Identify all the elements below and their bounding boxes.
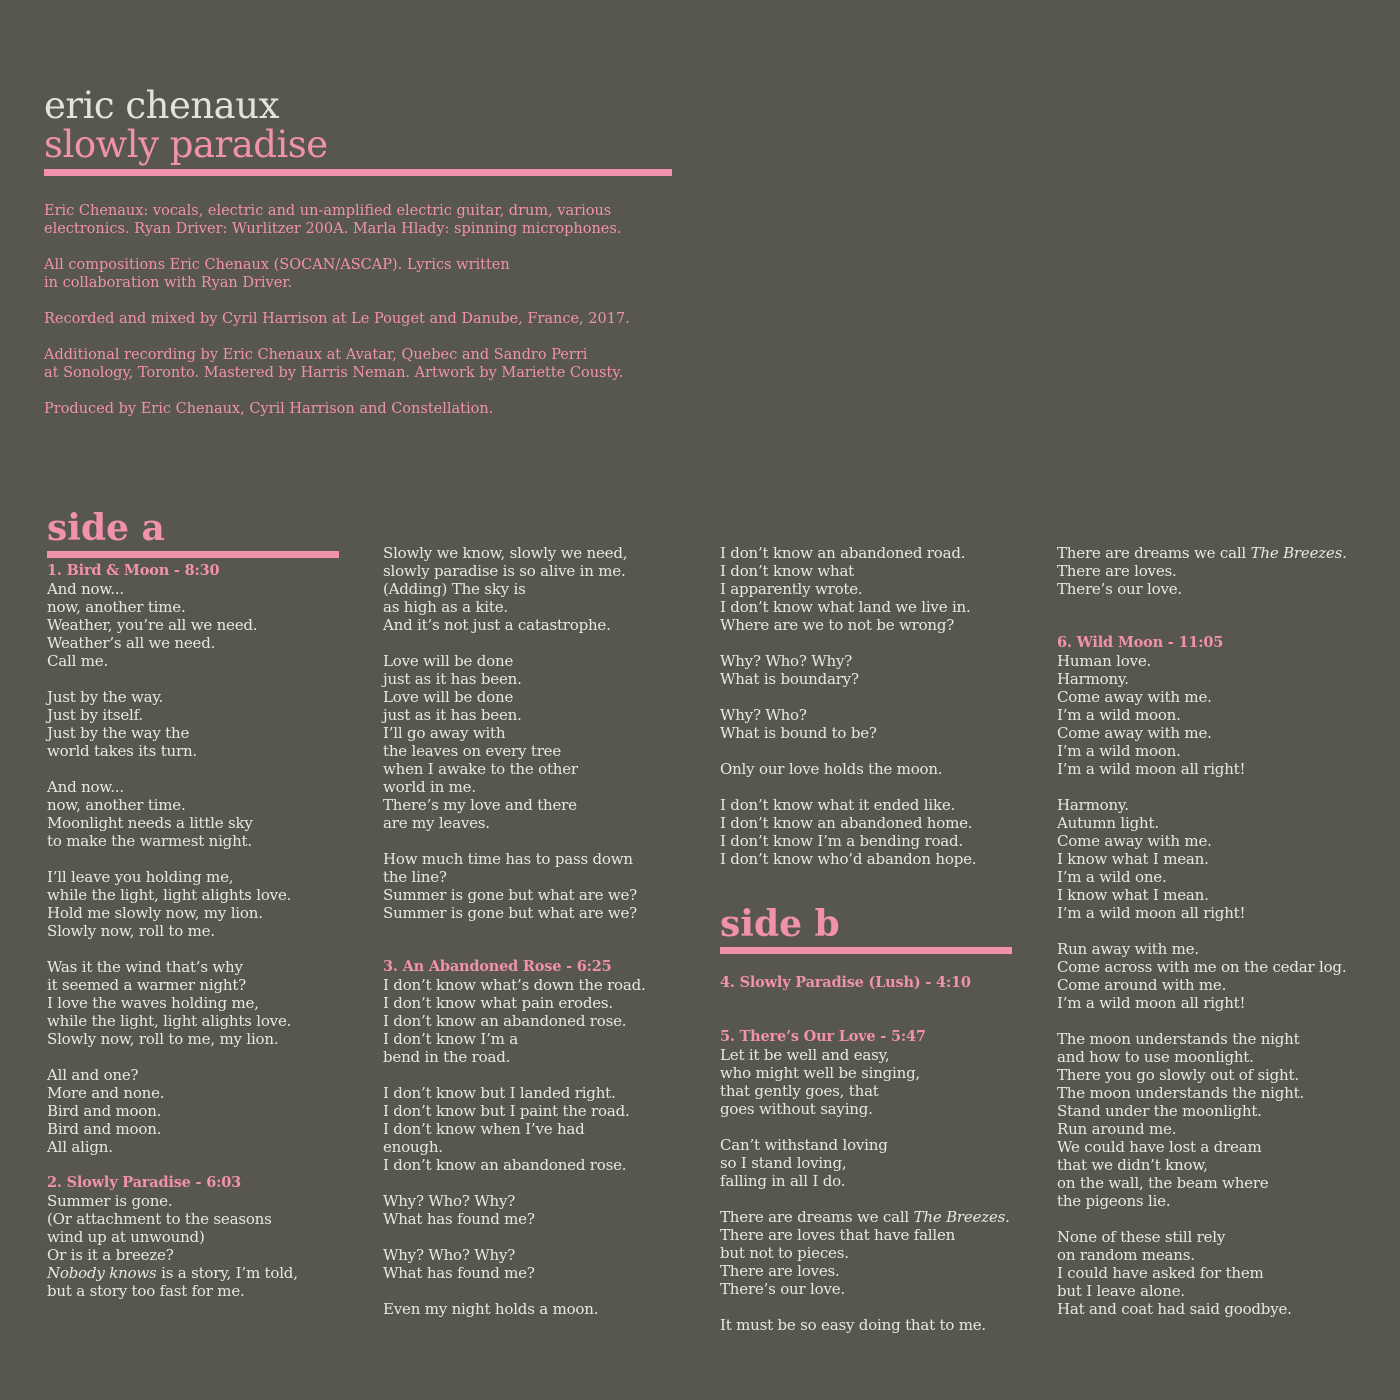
lyrics-stanza: Run away with me. Come across with me on the cedar log. Come around with me. I’m a wild moon all right!	[1057, 940, 1347, 1012]
lyrics-stanza: Was it the wind that’s why it seemed a warmer night? I love the waves holding me, while the light, light alights love. Slowly now, roll to me, my lion.	[47, 958, 292, 1048]
credits-block	[44, 202, 704, 436]
credits-compositions: All compositions Eric Chenaux (SOCAN/ASCAP). Lyrics written in collaboration with Ryan Driver.	[44, 257, 510, 291]
track-3-title: 3. An Abandoned Rose - 6:25	[383, 958, 612, 975]
italic-phrase: The Breezes.	[913, 1208, 1010, 1226]
lyrics-stanza: Just by the way. Just by itself. Just by the way the world takes its turn.	[47, 688, 197, 760]
credits-additional: Additional recording by Eric Chenaux at Avatar, Quebec and Sandro Perri at Sonology, Toronto. Mastered by Harris Neman. Artwork by Mariette Cousty.	[44, 347, 624, 381]
lyrics-stanza: Love will be done just as it has been. Love will be done just as it has been. I’ll go away with the leaves on every tree when I awake to the other world in me. There’s my love and there are my leaves.	[383, 652, 578, 832]
lyrics-stanza: Can’t withstand loving so I stand loving, falling in all I do.	[720, 1136, 888, 1190]
track-2-title: 2. Slowly Paradise - 6:03	[47, 1174, 242, 1191]
lyrics-text: is a story, I’m told,	[156, 1264, 298, 1282]
lyrics-stanza: Only our love holds the moon.	[720, 760, 943, 778]
lyrics-line: It must be so easy doing that to me.	[720, 1316, 986, 1334]
side-b-heading: side b	[720, 903, 840, 945]
track-6-title: 6. Wild Moon - 11:05	[1057, 634, 1224, 651]
lyrics-stanza: Why? Who? Why? What has found me?	[383, 1246, 535, 1282]
credits-personnel: Eric Chenaux: vocals, electric and un-amplified electric guitar, drum, various electronics. Ryan Driver: Wurlitzer 200A. Marla Hlady: spinning microphones.	[44, 203, 622, 237]
lyrics-stanza: Harmony. Autumn light. Come away with me. I know what I mean. I’m a wild one. I know what I mean. I’m a wild moon all right!	[1057, 796, 1246, 922]
lyrics-stanza: The moon understands the night and how to use moonlight. There you go slowly out of sight. The moon understands the night. Stand under the moonlight. Run around me. We could have lost a dream that we didn’t know, on the wall, the beam where the pigeons lie.	[1057, 1030, 1305, 1210]
lyrics-stanza: Summer is gone. (Or attachment to the seasons wind up at unwound) Or is it a breeze?	[47, 1192, 272, 1264]
lyrics-stanza: Why? Who? Why? What has found me?	[383, 1192, 535, 1228]
lyrics-column-2	[383, 544, 713, 1336]
side-a-heading: side a	[47, 507, 165, 549]
lyrics-line: but a story too fast for me.	[47, 1282, 245, 1300]
lyrics-stanza: Why? Who? What is bound to be?	[720, 706, 877, 742]
lyrics-stanza: All and one? More and none. Bird and moon. Bird and moon. All align.	[47, 1066, 165, 1156]
lyrics-stanza: Let it be well and easy, who might well be singing, that gently goes, that goes without saying.	[720, 1046, 921, 1118]
lyrics-stanza: How much time has to pass down the line? Summer is gone but what are we? Summer is gone but what are we?	[383, 850, 638, 922]
lyrics-stanza: None of these still rely on random means. I could have asked for them but I leave alone. Hat and coat had said goodbye.	[1057, 1228, 1292, 1318]
lyrics-stanza: And now... now, another time. Moonlight needs a little sky to make the warmest night.	[47, 778, 253, 850]
credits-recording: Recorded and mixed by Cyril Harrison at Le Pouget and Danube, France, 2017.	[44, 311, 630, 327]
spacer	[383, 940, 713, 958]
lyrics-stanza: I don’t know what it ended like. I don’t know an abandoned home. I don’t know I’m a bending road. I don’t know who’d abandon hope.	[720, 796, 977, 868]
album-title: slowly paradise	[44, 123, 328, 166]
track-5-title: 5. There’s Our Love - 5:47	[720, 1028, 926, 1045]
side-a-underline	[47, 551, 339, 558]
lyrics-stanza: There are loves that have fallen but not to pieces. There are loves. There’s our love.	[720, 1226, 956, 1298]
spacer	[1057, 616, 1387, 634]
lyrics-line	[720, 1208, 1050, 1226]
italic-phrase: Nobody knows	[47, 1264, 157, 1282]
lyrics-stanza: Human love. Harmony. Come away with me. I’m a wild moon. Come away with me. I’m a wild moon. I’m a wild moon all right!	[1057, 652, 1246, 778]
track-4-title: 4. Slowly Paradise (Lush) - 4:10	[720, 974, 971, 991]
lyrics-stanza: Even my night holds a moon.	[383, 1300, 599, 1318]
side-b-underline	[720, 947, 1012, 954]
lyrics-stanza: I’ll leave you holding me, while the light, light alights love. Hold me slowly now, my lion. Slowly now, roll to me.	[47, 868, 292, 940]
artist-name: eric chenaux	[44, 84, 279, 127]
lyrics-stanza: And now... now, another time. Weather, you’re all we need. Weather’s all we need. Call me.	[47, 580, 258, 670]
track-1-title: 1. Bird & Moon - 8:30	[47, 562, 220, 579]
title-underline	[44, 169, 672, 176]
lyrics-stanza: I don’t know what’s down the road. I don’t know what pain erodes. I don’t know an abandoned rose. I don’t know I’m a bend in the road.	[383, 976, 646, 1066]
italic-phrase: The Breezes.	[1250, 544, 1347, 562]
credits-producer: Produced by Eric Chenaux, Cyril Harrison and Constellation.	[44, 401, 494, 417]
spacer	[720, 992, 1050, 1028]
lyrics-column-4	[1057, 544, 1387, 1336]
lyrics-column-1	[47, 562, 377, 1318]
lyrics-stanza: I don’t know an abandoned road. I don’t know what I apparently wrote. I don’t know what land we live in. Where are we to not be wrong?	[720, 544, 971, 634]
lyrics-line	[47, 1264, 377, 1282]
lyrics-stanza: Why? Who? Why? What is boundary?	[720, 652, 859, 688]
lyrics-line	[1057, 544, 1387, 562]
lyrics-text: There are dreams we call	[720, 1208, 914, 1226]
lyrics-stanza: There are loves. There’s our love.	[1057, 562, 1183, 598]
lyrics-stanza: I don’t know but I landed right. I don’t know but I paint the road. I don’t know when I’ve had enough. I don’t know an abandoned rose.	[383, 1084, 630, 1174]
lyrics-text: There are dreams we call	[1057, 544, 1251, 562]
lyrics-stanza: Slowly we know, slowly we need, slowly paradise is so alive in me. (Adding) The sky is as high as a kite. And it’s not just a catastrophe.	[383, 544, 628, 634]
